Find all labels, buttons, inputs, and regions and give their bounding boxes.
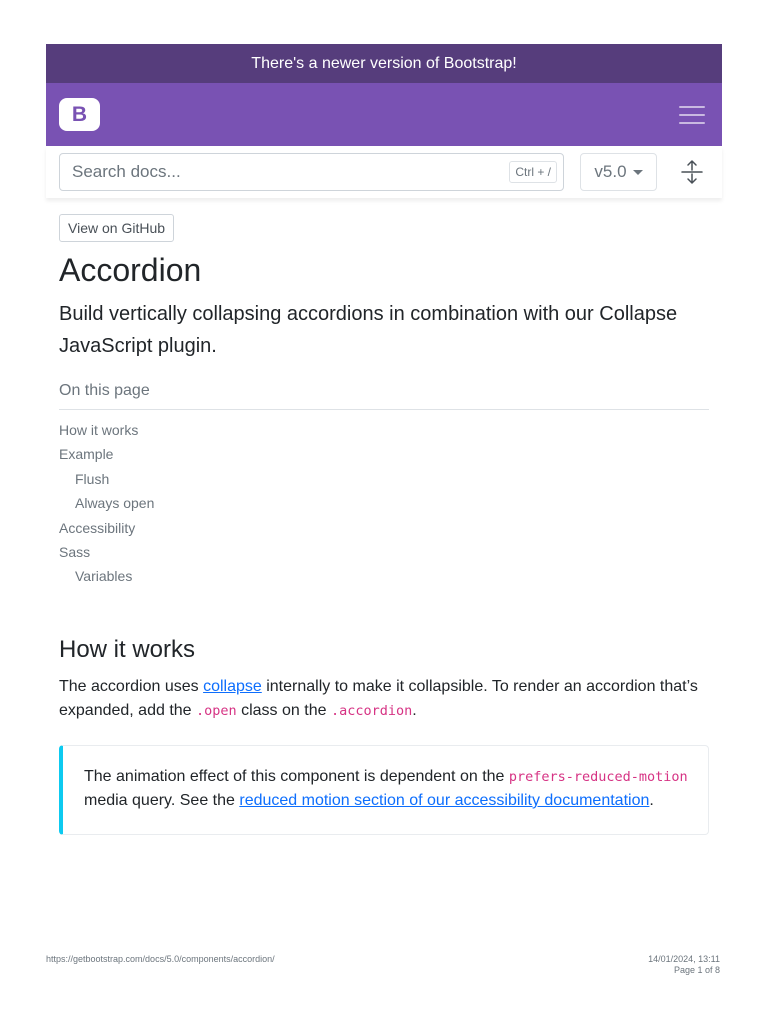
reduced-motion-link[interactable]: reduced motion section of our accessibility documentation — [239, 791, 650, 809]
navbar — [46, 83, 722, 146]
keyboard-shortcut-badge: Ctrl + / — [509, 161, 557, 183]
banner-text[interactable]: There's a newer version of Bootstrap! — [251, 54, 517, 72]
text-segment: . — [412, 701, 417, 719]
toc-item-sass[interactable]: Sass — [59, 544, 91, 561]
version-dropdown[interactable] — [580, 153, 657, 191]
text-segment: media query. See the — [84, 791, 240, 809]
collapse-link[interactable]: collapse — [203, 677, 262, 695]
open-class-code: .open — [196, 702, 237, 719]
brand-letter: B — [71, 102, 88, 126]
section-paragraph — [59, 675, 709, 723]
toc-item-accessibility[interactable]: Accessibility — [59, 519, 136, 536]
footer-page-number: Page 1 of 8 — [673, 965, 720, 975]
version-banner[interactable] — [46, 44, 722, 83]
search-bar — [46, 146, 722, 198]
page — [46, 44, 722, 835]
footer-url: https://getbootstrap.com/docs/5.0/components/accordion/ — [46, 954, 275, 964]
toc-item-example[interactable]: Example — [59, 446, 114, 463]
bootstrap-logo-icon[interactable] — [59, 98, 100, 131]
text-segment: . — [649, 791, 654, 809]
section-heading: How it works — [59, 635, 196, 663]
search-input[interactable] — [72, 162, 472, 182]
hamburger-menu-icon[interactable] — [679, 104, 705, 126]
toc-item-variables[interactable]: Variables — [75, 568, 133, 585]
expand-collapse-icon[interactable] — [677, 153, 707, 191]
chevron-down-icon — [633, 170, 643, 175]
info-callout — [59, 745, 709, 835]
toc-list — [59, 418, 709, 589]
page-title: Accordion — [59, 252, 202, 288]
prefers-reduced-motion-code: prefers-reduced-motion — [508, 768, 688, 785]
footer-datetime: 14/01/2024, 13:11 — [648, 954, 720, 964]
toc-item-flush[interactable]: Flush — [75, 470, 110, 487]
accordion-class-code: .accordion — [330, 702, 413, 719]
toc-item-always-open[interactable]: Always open — [75, 495, 155, 512]
version-label: v5.0 — [594, 162, 627, 181]
text-segment: The animation effect of this component is dependent on the — [84, 767, 509, 785]
text-segment: class on the — [236, 701, 331, 719]
page-lead: Build vertically collapsing accordions in combination with our Collapse JavaScript plugin. — [59, 303, 678, 357]
text-segment: The accordion uses — [59, 677, 204, 695]
footer-meta — [648, 954, 720, 976]
toc-title: On this page — [59, 382, 709, 410]
main-content — [46, 198, 722, 835]
text-segment: internally to make it collapsible. To render an accordion that’s expanded, add the — [59, 677, 698, 719]
toc-item-how-it-works[interactable]: How it works — [59, 422, 139, 438]
view-on-github-button[interactable]: View on GitHub — [59, 214, 174, 242]
search-box[interactable] — [59, 153, 564, 191]
